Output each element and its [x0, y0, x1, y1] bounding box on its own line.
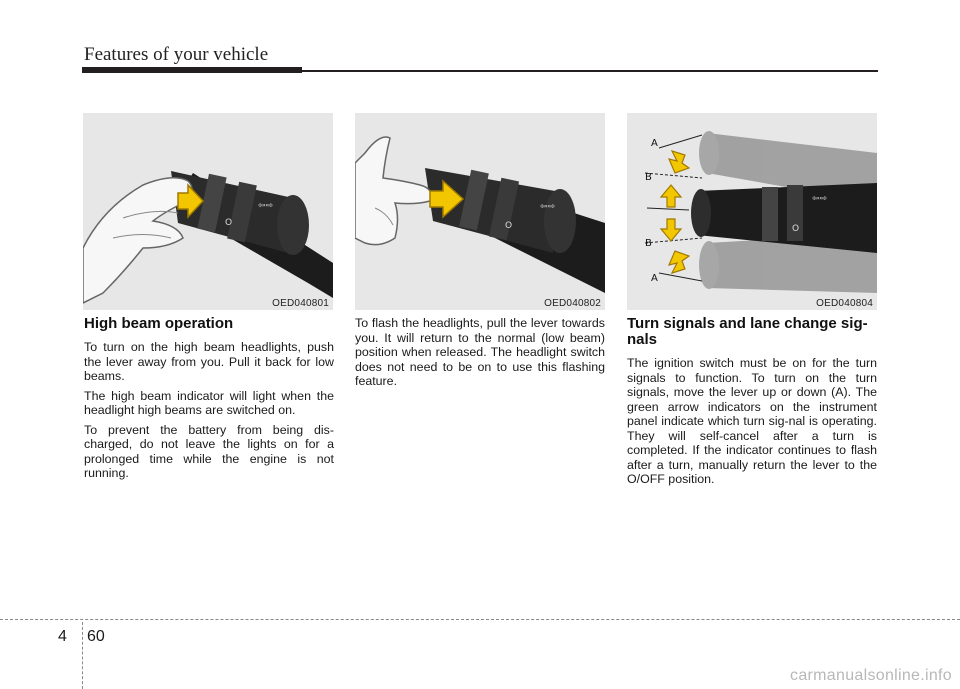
illustration-three-lever-positions [627, 113, 877, 310]
footer-divider [82, 622, 83, 689]
figure-code: OED040804 [816, 298, 873, 309]
figure-flash [355, 113, 605, 310]
figure-high-beam [83, 113, 333, 310]
svg-text:O: O [225, 218, 233, 228]
illustration-hand-pushing-lever [83, 113, 333, 310]
illustration-hand-pulling-lever [355, 113, 605, 310]
paragraph: To turn on the high beam headlights, push the lever away from you. Pull it back for low beams. [84, 340, 334, 383]
label-a-bottom: A [651, 273, 658, 284]
header-rule-thin [302, 70, 878, 72]
label-b-bottom: B [645, 238, 652, 249]
svg-text:⇦⇨: ⇦⇨ [540, 202, 556, 212]
chapter-number: 4 [58, 628, 67, 645]
svg-text:O: O [792, 224, 800, 234]
figure-code: OED040802 [544, 298, 601, 309]
section-turn-signals [627, 316, 877, 492]
paragraph: To prevent the battery from being dis-charged, do not leave the lights on for a prolonged time while the engine is not running. [84, 422, 334, 480]
svg-text:⇦⇨: ⇦⇨ [812, 194, 828, 204]
page-number: 60 [87, 628, 105, 645]
section-heading: High beam operation [84, 315, 234, 332]
figure-code: OED040801 [272, 298, 329, 309]
section-heading: Turn signals and lane change sig-nals [627, 315, 868, 348]
svg-text:⇦⇨: ⇦⇨ [258, 201, 274, 211]
section-flash [355, 316, 605, 394]
paragraph: The ignition switch must be on for the turn signals to function. To turn on the turn signals, move the lever up or down (A). The green arrow indicators on the instrument panel indicate which turn sig-nal is operating. They will self-cancel after a turn is completed. If the indicator continues to flash after a turn, manually return the lever to the O/OFF position. [627, 356, 877, 486]
page-header-title: Features of your vehicle [84, 44, 269, 65]
label-a-top: A [651, 138, 658, 149]
watermark: carmanualsonline.info [790, 667, 952, 684]
section-high-beam [84, 316, 334, 486]
figure-turn-signals [627, 113, 877, 310]
header-rule-thick [82, 67, 302, 73]
paragraph: To flash the headlights, pull the lever towards you. It will return to the normal (low beam) position when released. The headlight switch does not need to be on to use this flashing feature. [355, 316, 605, 388]
svg-text:O: O [505, 221, 513, 231]
label-b-top: B [645, 172, 652, 183]
footer-rule [0, 619, 960, 620]
paragraph: The high beam indicator will light when the headlight high beams are switched on. [84, 388, 334, 417]
